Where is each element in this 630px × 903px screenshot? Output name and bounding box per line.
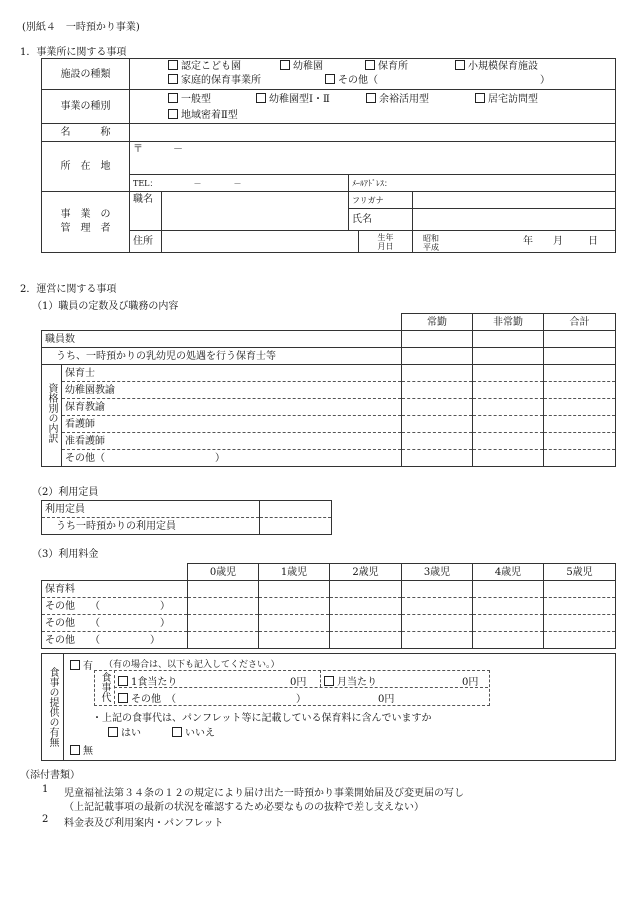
cell[interactable] bbox=[473, 581, 544, 598]
email-field[interactable]: ﾒｰﾙｱﾄﾞﾚｽ： bbox=[349, 175, 616, 192]
cell[interactable] bbox=[188, 615, 259, 632]
facility-option-kindergarten[interactable]: 幼稚園 bbox=[280, 59, 323, 74]
name-label: 名 称 bbox=[42, 124, 130, 142]
manager-name-label: 氏名 bbox=[349, 209, 413, 231]
checkbox-icon[interactable] bbox=[256, 93, 266, 103]
cell[interactable] bbox=[330, 581, 402, 598]
fees-table bbox=[41, 563, 616, 649]
checkbox-icon[interactable] bbox=[172, 727, 182, 737]
cell[interactable] bbox=[402, 365, 473, 382]
cell[interactable] bbox=[544, 365, 616, 382]
cell[interactable] bbox=[544, 598, 616, 615]
cell[interactable] bbox=[188, 581, 259, 598]
checkbox-icon[interactable] bbox=[325, 74, 335, 84]
cell[interactable] bbox=[330, 615, 402, 632]
facility-option-other[interactable]: その他（ bbox=[325, 73, 378, 88]
meal-other-amount[interactable]: 0円 bbox=[378, 694, 395, 705]
cell[interactable] bbox=[402, 581, 473, 598]
meals-side-label: 食事の提供の有無 bbox=[42, 654, 64, 760]
section1-title: 1．事業所に関する事項 bbox=[20, 47, 127, 58]
temp-capacity-label: うち一時預かりの利用定員 bbox=[42, 518, 260, 535]
checkbox-icon[interactable] bbox=[168, 74, 178, 84]
checkbox-icon[interactable] bbox=[118, 676, 128, 686]
fee-row-label: その他 （ ） bbox=[42, 632, 188, 649]
attachment-label: (別紙４ 一時預かり事業) bbox=[22, 22, 140, 33]
job-title-field[interactable] bbox=[162, 192, 349, 231]
facility-option-small[interactable]: 小規模保育施設 bbox=[455, 59, 538, 74]
checkbox-icon[interactable] bbox=[324, 676, 334, 686]
facility-type-label: 施設の種類 bbox=[42, 59, 130, 90]
meal-cost-label: 食事代 bbox=[94, 670, 115, 704]
qual-row: 看護師 bbox=[62, 416, 402, 433]
cell[interactable] bbox=[473, 365, 544, 382]
business-option-general[interactable]: 一般型 bbox=[168, 92, 211, 107]
checkbox-icon[interactable] bbox=[168, 93, 178, 103]
col-age4: 4歳児 bbox=[473, 564, 544, 581]
checkbox-icon[interactable] bbox=[455, 60, 465, 70]
temp-capacity-field[interactable] bbox=[260, 518, 332, 535]
business-option-home-visit[interactable]: 居宅訪問型 bbox=[475, 92, 538, 107]
cell[interactable] bbox=[473, 399, 544, 416]
address-label: 所 在 地 bbox=[42, 142, 130, 192]
cell[interactable] bbox=[473, 615, 544, 632]
manager-address-label: 住所 bbox=[130, 231, 162, 253]
cell[interactable] bbox=[259, 615, 330, 632]
facility-option-nursery[interactable]: 保育所 bbox=[365, 59, 408, 74]
business-type-label: 事業の種別 bbox=[42, 90, 130, 124]
cell[interactable] bbox=[473, 632, 544, 649]
meal-other-close: ） bbox=[296, 694, 306, 705]
cell[interactable] bbox=[330, 632, 402, 649]
per-meal-option[interactable]: 1食当たり bbox=[118, 673, 177, 688]
fees-subtitle: （3）利用料金 bbox=[32, 549, 99, 560]
name-field[interactable] bbox=[130, 124, 616, 142]
birthdate-label: 生年 月日 bbox=[359, 231, 413, 253]
col-age0: 0歳児 bbox=[188, 564, 259, 581]
business-option-kindergarten[interactable]: 幼稚園型Ⅰ・Ⅱ bbox=[256, 92, 330, 107]
checkbox-icon[interactable] bbox=[168, 109, 178, 119]
cell[interactable] bbox=[402, 632, 473, 649]
cell[interactable] bbox=[259, 632, 330, 649]
business-option-spare[interactable]: 余裕活用型 bbox=[366, 92, 429, 107]
furigana-label: フリガナ bbox=[349, 192, 413, 209]
checkbox-icon[interactable] bbox=[118, 693, 128, 703]
per-month-amount[interactable]: 0円 bbox=[462, 677, 479, 688]
meals-yes-option[interactable]: 有 bbox=[70, 657, 93, 672]
col-age1: 1歳児 bbox=[259, 564, 330, 581]
cell[interactable] bbox=[259, 598, 330, 615]
meals-box bbox=[41, 653, 616, 761]
cell[interactable] bbox=[544, 382, 616, 399]
qual-row: 准看護師 bbox=[62, 433, 402, 450]
business-type-options bbox=[130, 90, 616, 124]
manager-address-field[interactable] bbox=[162, 231, 359, 253]
capacity-field[interactable] bbox=[260, 501, 332, 518]
facility-option-kodomoen[interactable]: 認定こども園 bbox=[168, 59, 241, 74]
cell[interactable] bbox=[473, 433, 544, 450]
checkbox-icon[interactable] bbox=[475, 93, 485, 103]
checkbox-icon[interactable] bbox=[280, 60, 290, 70]
cell[interactable] bbox=[402, 348, 473, 365]
qual-row: 幼稚園教諭 bbox=[62, 382, 402, 399]
attachment-1-text: 児童福祉法第３４条の１２の規定により届け出た一時預かり事業開始届及び変更届の写し bbox=[64, 788, 464, 799]
cell[interactable] bbox=[402, 433, 473, 450]
attachments-title: （添付書類） bbox=[20, 770, 80, 781]
cell[interactable] bbox=[402, 450, 473, 467]
meal-other-option[interactable]: その他 （ bbox=[118, 690, 176, 705]
cell[interactable] bbox=[473, 382, 544, 399]
checkbox-icon[interactable] bbox=[70, 660, 80, 670]
attachment-1-number: 1 bbox=[42, 784, 49, 795]
staff-table bbox=[41, 313, 616, 467]
cell[interactable] bbox=[544, 331, 616, 348]
facility-option-other-close: ） bbox=[540, 75, 550, 86]
fee-row-label: 保育料 bbox=[42, 581, 188, 598]
cell[interactable] bbox=[544, 348, 616, 365]
staff-total-label: 職員数 bbox=[42, 331, 402, 348]
capacity-label: 利用定員 bbox=[42, 501, 260, 518]
capacity-table bbox=[41, 500, 332, 535]
checkbox-icon[interactable] bbox=[365, 60, 375, 70]
furigana-field[interactable] bbox=[413, 192, 616, 209]
cell[interactable] bbox=[544, 615, 616, 632]
cell[interactable] bbox=[402, 416, 473, 433]
attachment-2-number: 2 bbox=[42, 814, 49, 825]
job-title-label: 職名 bbox=[130, 192, 162, 231]
cell[interactable] bbox=[544, 632, 616, 649]
col-age2: 2歳児 bbox=[330, 564, 402, 581]
cell[interactable] bbox=[473, 450, 544, 467]
checkbox-icon[interactable] bbox=[70, 745, 80, 755]
answer-yes-option[interactable]: はい bbox=[108, 724, 141, 739]
attachment-2-text: 料金表及び利用案内・パンフレット bbox=[64, 818, 224, 829]
qual-row: 保育教諭 bbox=[62, 399, 402, 416]
cell[interactable] bbox=[402, 382, 473, 399]
staff-subtitle: （1）職員の定数及び職務の内容 bbox=[32, 301, 179, 312]
cell[interactable] bbox=[188, 598, 259, 615]
col-fulltime: 常勤 bbox=[402, 314, 473, 331]
manager-name-field[interactable] bbox=[413, 209, 616, 231]
attachment-1-note: （上記記載事項の最新の状況を確認するため必要なものの抜粋で差し支えない） bbox=[64, 802, 424, 813]
checkbox-icon[interactable] bbox=[108, 727, 118, 737]
facility-option-home[interactable]: 家庭的保育事業所 bbox=[168, 73, 261, 88]
cell[interactable] bbox=[544, 450, 616, 467]
qual-row: その他（ ） bbox=[62, 450, 402, 467]
cell[interactable] bbox=[402, 399, 473, 416]
cell[interactable] bbox=[544, 399, 616, 416]
col-parttime: 非常勤 bbox=[473, 314, 544, 331]
cell[interactable] bbox=[544, 433, 616, 450]
section2-title: 2．運営に関する事項 bbox=[20, 284, 117, 295]
business-info-table bbox=[41, 58, 616, 253]
cell[interactable] bbox=[402, 615, 473, 632]
tel-field[interactable]: TEL： － － bbox=[130, 175, 349, 192]
facility-type-options bbox=[130, 59, 616, 90]
cell[interactable] bbox=[473, 416, 544, 433]
manager-label: 事 業 の 管 理 者 bbox=[42, 192, 130, 253]
qual-row: 保育士 bbox=[62, 365, 402, 382]
checkbox-icon[interactable] bbox=[366, 93, 376, 103]
checkbox-icon[interactable] bbox=[168, 60, 178, 70]
col-age3: 3歳児 bbox=[402, 564, 473, 581]
temp-care-staff-label: うち、一時預かりの乳幼児の処遇を行う保育士等 bbox=[42, 348, 402, 365]
cell[interactable] bbox=[473, 348, 544, 365]
postal-field[interactable]: 〒 － bbox=[130, 142, 616, 175]
per-month-option[interactable]: 月当たり bbox=[324, 673, 377, 688]
cell[interactable] bbox=[259, 581, 330, 598]
meals-yes-note: （有の場合は、以下も記入してください。） bbox=[104, 660, 280, 670]
cell[interactable] bbox=[544, 581, 616, 598]
cell[interactable] bbox=[402, 598, 473, 615]
per-meal-amount[interactable]: 0円 bbox=[290, 677, 307, 688]
cell[interactable] bbox=[473, 598, 544, 615]
col-age5: 5歳児 bbox=[544, 564, 616, 581]
birthdate-field[interactable]: 昭和 平成 年 月 日 bbox=[413, 231, 616, 253]
qualification-side-label: 資格別の内訳 bbox=[42, 365, 62, 467]
col-total: 合計 bbox=[544, 314, 616, 331]
meal-included-question: ・上記の食事代は、パンフレット等に記載している保育料に含んでいますか bbox=[92, 713, 432, 724]
cell[interactable] bbox=[330, 598, 402, 615]
meals-no-option[interactable]: 無 bbox=[70, 742, 93, 757]
cell[interactable] bbox=[402, 331, 473, 348]
cell[interactable] bbox=[188, 632, 259, 649]
answer-no-option[interactable]: いいえ bbox=[172, 724, 215, 739]
cell[interactable] bbox=[473, 331, 544, 348]
fee-row-label: その他 （ ） bbox=[42, 615, 188, 632]
business-option-community[interactable]: 地域密着Ⅱ型 bbox=[168, 108, 238, 123]
cell[interactable] bbox=[544, 416, 616, 433]
fee-row-label: その他 （ ） bbox=[42, 598, 188, 615]
capacity-subtitle: （2）利用定員 bbox=[32, 487, 99, 498]
